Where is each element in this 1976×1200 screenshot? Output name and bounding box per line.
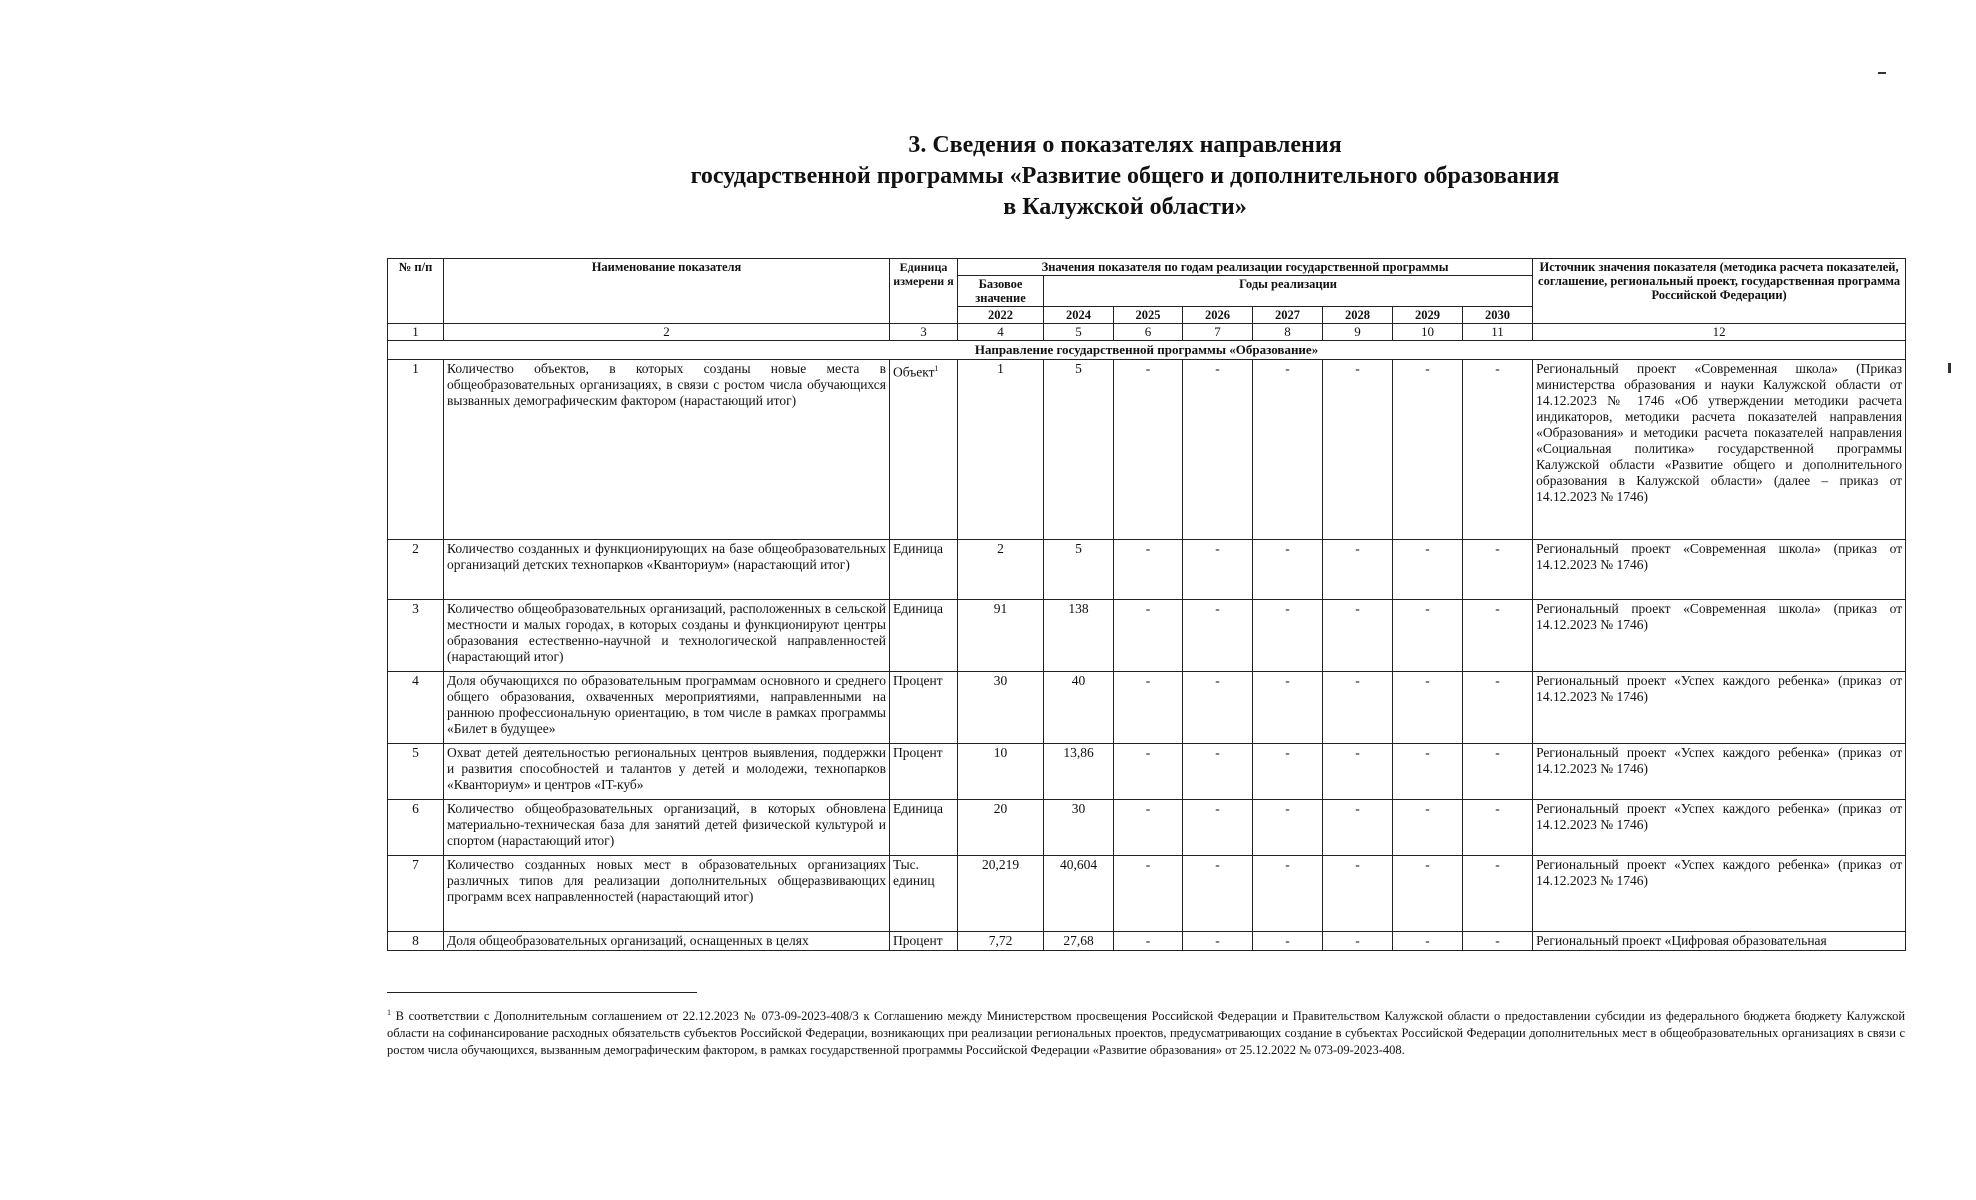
header-base-year: 2022 [958,307,1044,324]
year-value: 13,86 [1044,744,1114,800]
year-value: - [1393,672,1463,744]
year-value: - [1323,672,1393,744]
indicator-name: Количество созданных и функционирующих на базе общеобразовательных организаций детских технопарков «Кванториум» (нарастающий итог) [444,540,890,600]
year-value: - [1114,800,1183,856]
year-value: - [1114,540,1183,600]
table-row [388,856,1906,932]
header-name: Наименование показателя [444,259,890,324]
table-row [388,540,1906,600]
base-value: 1 [958,360,1044,540]
year-value: 30 [1044,800,1114,856]
year-value: - [1253,856,1323,932]
unit-cell [890,360,958,540]
year-value: - [1253,932,1323,951]
year-value: - [1253,600,1323,672]
year-value: 5 [1044,540,1114,600]
unit-cell [890,744,958,800]
year-value: 5 [1044,360,1114,540]
header-year: 2027 [1253,307,1323,324]
table-row [388,932,1906,951]
unit: Процент [893,673,943,688]
base-value: 30 [958,672,1044,744]
header-years-group: Годы реализации [1044,276,1533,307]
year-value: - [1114,744,1183,800]
unit: Объект [893,364,935,380]
year-value: - [1323,932,1393,951]
row-number: 8 [388,932,444,951]
header-values-group: Значения показателя по годам реализации государственной программы [958,259,1533,276]
year-value: - [1114,932,1183,951]
header-num: № п/п [388,259,444,324]
year-value: - [1253,744,1323,800]
unit: Единица [893,801,944,816]
source-cell: Региональный проект «Успех каждого ребенка» (приказ от 14.12.2023 № 1746) [1533,800,1906,856]
year-value: - [1183,600,1253,672]
year-value: - [1323,800,1393,856]
year-value: 40,604 [1044,856,1114,932]
page-title [560,130,1690,223]
source-cell: Региональный проект «Современная школа» (приказ от 14.12.2023 № 1746) [1533,540,1906,600]
column-number: 2 [444,324,890,341]
year-value: - [1253,540,1323,600]
year-value: - [1463,600,1533,672]
year-value: - [1463,540,1533,600]
row-number: 1 [388,360,444,540]
indicator-name: Количество общеобразовательных организаций, расположенных в сельской местности и малых городах, в которых созданы и функционируют центры образования естественно-научной и технологической направленностей (нарастающий итог) [444,600,890,672]
indicator-name: Количество объектов, в которых созданы новые места в общеобразовательных организациях, в связи с ростом числа обучающихся вызванных демографическим фактором (нарастающий итог) [444,360,890,540]
footnote-divider [387,992,697,993]
footnote-mark: 1 [387,1008,391,1017]
column-number: 3 [890,324,958,341]
unit-cell [890,540,958,600]
unit-cell [890,600,958,672]
section-row [388,341,1906,360]
year-value: 40 [1044,672,1114,744]
unit: Единица [893,541,944,556]
base-value: 2 [958,540,1044,600]
column-number: 12 [1533,324,1906,341]
source-cell: Региональный проект «Современная школа» (Приказ министерства образования и науки Калужской области от 14.12.2023 № 1746 «Об утверждении методики расчета индикаторов, методики расчета показателей направления «Образования» и методики расчета показателей направления «Социальная политика» государственной программы Калужской области «Развитие общего и дополнительного образования в Калужской области» (далее – приказ от 14.12.2023 № 1746) [1533,360,1906,540]
column-number: 6 [1114,324,1183,341]
base-value: 20,219 [958,856,1044,932]
header-year: 2028 [1323,307,1393,324]
column-number: 8 [1253,324,1323,341]
table-row [388,744,1906,800]
column-numbers-row [388,324,1906,341]
source-cell: Региональный проект «Успех каждого ребенка» (приказ от 14.12.2023 № 1746) [1533,672,1906,744]
year-value: - [1463,932,1533,951]
year-value: - [1253,360,1323,540]
year-value: - [1183,856,1253,932]
year-value: - [1183,744,1253,800]
header-year: 2026 [1183,307,1253,324]
year-value: - [1463,744,1533,800]
source-cell: Региональный проект «Успех каждого ребенка» (приказ от 14.12.2023 № 1746) [1533,744,1906,800]
header-year: 2029 [1393,307,1463,324]
column-number: 11 [1463,324,1533,341]
source-cell: Региональный проект «Современная школа» (приказ от 14.12.2023 № 1746) [1533,600,1906,672]
footnote [387,1004,1905,1059]
unit: Процент [893,745,943,760]
year-value: - [1393,744,1463,800]
header-year: 2030 [1463,307,1533,324]
unit: Процент [893,933,943,948]
table-row [388,600,1906,672]
column-number: 5 [1044,324,1114,341]
title-line-2: государственной программы «Развитие общего и дополнительного образования [690,163,1560,189]
year-value: - [1393,360,1463,540]
year-value: - [1183,540,1253,600]
section-title: Направление государственной программы «Образование» [388,341,1906,360]
table-row [388,672,1906,744]
indicator-name: Количество общеобразовательных организаций, в которых обновлена материально-техническая база для занятий детей физической культурой и спортом (нарастающий итог) [444,800,890,856]
year-value: - [1323,540,1393,600]
year-value: - [1253,672,1323,744]
column-number: 7 [1183,324,1253,341]
year-value: - [1323,744,1393,800]
header-year: 2025 [1114,307,1183,324]
row-number: 4 [388,672,444,744]
source-cell: Региональный проект «Цифровая образовательная [1533,932,1906,951]
year-value: - [1183,932,1253,951]
row-number: 5 [388,744,444,800]
year-value: - [1393,800,1463,856]
header-base: Базовое значение [958,276,1044,307]
column-number: 4 [958,324,1044,341]
year-value: - [1463,856,1533,932]
year-value: - [1463,360,1533,540]
year-value: - [1463,800,1533,856]
year-value: - [1114,856,1183,932]
unit-cell [890,932,958,951]
unit: Тыс. единиц [893,857,935,888]
year-value: - [1323,600,1393,672]
year-value: 27,68 [1044,932,1114,951]
base-value: 7,72 [958,932,1044,951]
base-value: 20 [958,800,1044,856]
unit-cell [890,856,958,932]
base-value: 10 [958,744,1044,800]
column-number: 9 [1323,324,1393,341]
title-line-1: 3. Сведения о показателях направления [908,132,1342,158]
year-value: - [1183,672,1253,744]
unit: Единица [893,601,944,616]
row-number: 6 [388,800,444,856]
indicators-table [387,258,1906,951]
source-cell: Региональный проект «Успех каждого ребенка» (приказ от 14.12.2023 № 1746) [1533,856,1906,932]
row-number: 7 [388,856,444,932]
column-number: 10 [1393,324,1463,341]
indicator-name: Доля обучающихся по образовательным программам основного и среднего общего образования, охваченных мероприятиями, направленными на раннюю профессиональную ориентацию, в том числе в рамках программы «Билет в будущее» [444,672,890,744]
base-value: 91 [958,600,1044,672]
year-value: - [1114,600,1183,672]
year-value: - [1323,360,1393,540]
year-value: - [1114,672,1183,744]
indicator-name: Количество созданных новых мест в образовательных организациях различных типов для реализации дополнительных общеразвивающих программ всех направленностей (нарастающий итог) [444,856,890,932]
year-value: - [1323,856,1393,932]
year-value: - [1393,856,1463,932]
unit-cell [890,672,958,744]
row-number: 3 [388,600,444,672]
year-value: - [1183,360,1253,540]
table-row [388,360,1906,540]
year-value: 138 [1044,600,1114,672]
indicator-name: Доля общеобразовательных организаций, оснащенных в целях [444,932,890,951]
title-line-3: в Калужской области» [1003,194,1247,220]
year-value: - [1183,800,1253,856]
column-number: 1 [388,324,444,341]
year-value: - [1393,600,1463,672]
unit-footnote-mark: 1 [934,364,939,373]
header-source: Источник значения показателя (методика расчета показателей, соглашение, региональный проект, государственная программа Российской Федерации) [1533,259,1906,324]
header-unit: Единица измерени я [890,259,958,324]
year-value: - [1114,360,1183,540]
scan-mark [1948,363,1951,373]
unit-cell [890,800,958,856]
footnote-text: В соответствии с Дополнительным соглашением от 22.12.2023 № 073-09-2023-408/3 к Соглашению между Министерством просвещения Российской Федерации и Правительством Калужской области о предоставлении субсидии из федерального бюджета бюджету Калужской области на софинансирование расходных обязательств субъектов Российской Федерации, возникающих при реализации региональных проектов, предусматривающих создание в субъектах Российской Федерации дополнительных мест в общеобразовательных организациях в связи с ростом числа обучающихся, вызванным демографическим фактором, в рамках государственной программы Российской Федерации «Развитие образования» от 25.12.2022 № 073-09-2023-408. [387,1009,1906,1058]
year-value: - [1393,540,1463,600]
year-value: - [1393,932,1463,951]
year-value: - [1463,672,1533,744]
scan-mark [1878,72,1886,74]
row-number: 2 [388,540,444,600]
year-value: - [1253,800,1323,856]
table-row [388,800,1906,856]
header-year: 2024 [1044,307,1114,324]
indicator-name: Охват детей деятельностью региональных центров выявления, поддержки и развития способностей и талантов у детей и молодежи, технопарков «Кванториум» и центров «IT-куб» [444,744,890,800]
